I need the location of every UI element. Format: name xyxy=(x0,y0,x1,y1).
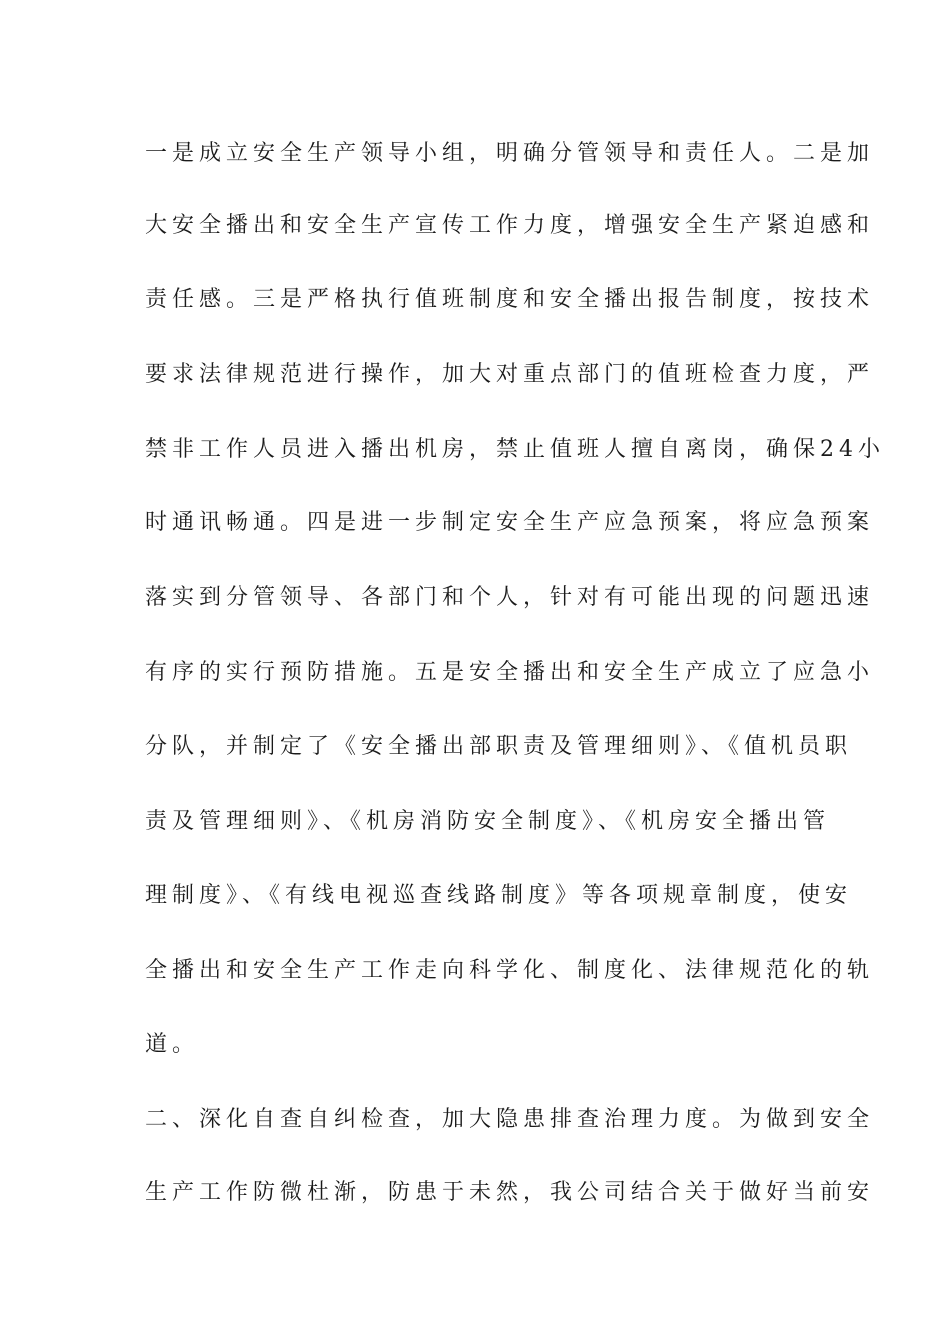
text-line: 要求法律规范进行操作，加大对重点部门的值班检查力度，严 xyxy=(145,362,875,387)
text-line: 分队，并制定了《安全播出部职责及管理细则》、《值机员职 xyxy=(145,734,853,759)
text-line: 大安全播出和安全生产宣传工作力度，增强安全生产紧迫感和 xyxy=(145,213,875,238)
text-line: 道。 xyxy=(145,1032,200,1057)
text-line: 责任感。三是严格执行值班制度和安全播出报告制度，按技术 xyxy=(145,287,875,312)
text-line: 二、深化自查自纠检查，加大隐患排查治理力度。为做到安全 xyxy=(145,1107,875,1132)
text-line: 一是成立安全生产领导小组，明确分管领导和责任人。二是加 xyxy=(145,141,875,166)
text-line: 时通讯畅通。四是进一步制定安全生产应急预案，将应急预案 xyxy=(145,510,875,535)
text-line: 责及管理细则》、《机房消防安全制度》、《机房安全播出管 xyxy=(145,809,831,834)
text-line: 有序的实行预防措施。五是安全播出和安全生产成立了应急小 xyxy=(145,660,875,685)
text-line: 落实到分管领导、各部门和个人，针对有可能出现的问题迅速 xyxy=(145,585,875,610)
text-line: 生产工作防微杜渐，防患于未然，我公司结合关于做好当前安 xyxy=(145,1180,875,1205)
text-line: 禁非工作人员进入播出机房，禁止值班人擅自离岗，确保24小 xyxy=(145,437,885,462)
text-line: 全播出和安全生产工作走向科学化、制度化、法律规范化的轨 xyxy=(145,958,875,983)
text-line: 理制度》、《有线电视巡查线路制度》等各项规章制度，使安 xyxy=(145,883,853,908)
